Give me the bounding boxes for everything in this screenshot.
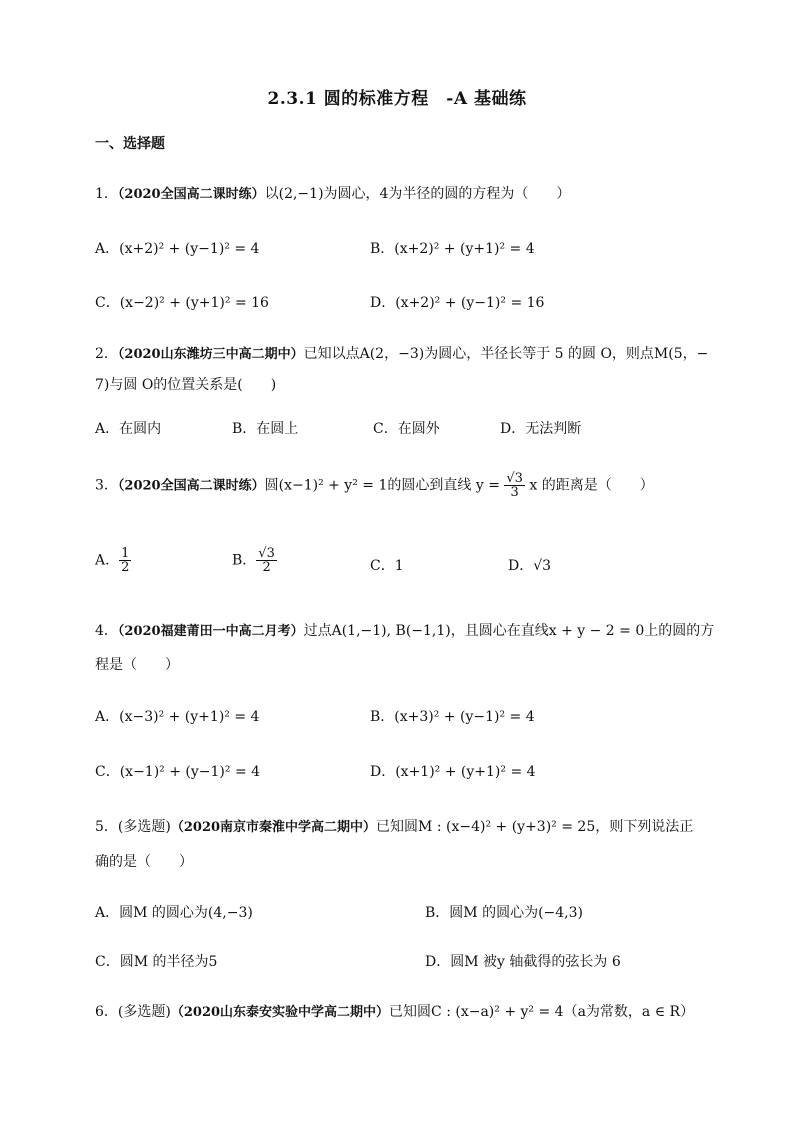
question-4: [95, 620, 714, 640]
q4-option-c: C．(x−1)² + (y−1)² = 4: [95, 764, 261, 780]
page-title: 2.3.1 圆的标准方程 -A 基础练: [267, 89, 527, 109]
question-source: （2020山东泰安实验中学高二期中）: [170, 1005, 390, 1020]
fraction: $\frac{√3}{3}$: [506, 471, 523, 500]
question-type: (多选题): [117, 819, 171, 835]
question-text: 已知圆C : (x−a)² + y² = 4（a为常数，a ∈ R）: [389, 1004, 695, 1020]
question-source: （2020福建莆田一中高二月考）: [117, 624, 304, 639]
q3-option-c: C．1: [370, 558, 404, 574]
q3-option-a: A． $\frac{1}{2}$: [95, 546, 130, 575]
question-text: 以(2,−1)为圆心，4为半径的圆的方程为（ ）: [264, 186, 571, 202]
q3-option-b: B． $\frac{√3}{2}$: [232, 546, 275, 575]
question-3: [95, 472, 654, 499]
question-6: [95, 1001, 694, 1021]
q5-option-d: D．圆M 被y 轴截得的弦长为 6: [425, 954, 621, 970]
question-4-continued: 程是（ ）: [95, 657, 179, 673]
q2-option-a: A．在圆内: [95, 421, 162, 437]
q1-option-a: A．(x+2)² + (y−1)² = 4: [95, 241, 260, 257]
question-number: 3．: [95, 477, 118, 494]
q2-option-b: B．在圆上: [232, 421, 299, 437]
q3-option-d: D．√3: [508, 558, 552, 574]
question-source: （2020全国高二课时练）: [117, 478, 265, 494]
question-text-end: x 的距离是（ ）: [529, 477, 654, 494]
line-equation: y =: [475, 477, 500, 494]
question-number: 2．: [95, 346, 118, 362]
question-source: （2020全国高二课时练）: [117, 187, 265, 202]
question-text: 已知圆M : (x−4)² + (y+3)² = 25，则下列说法正: [376, 819, 694, 835]
q2-option-d: D．无法判断: [500, 421, 582, 437]
question-source: （2020南京市秦淮中学高二期中）: [170, 820, 377, 835]
fraction: $\frac{1}{2}$: [121, 546, 130, 575]
question-text: 过点A(1,−1), B(−1,1)，且圆心在直线x + y − 2 = 0上的圆的方: [303, 623, 715, 639]
q1-option-c: C．(x−2)² + (y+1)² = 16: [95, 295, 269, 311]
question-type: (多选题): [117, 1004, 171, 1020]
q4-option-d: D．(x+1)² + (y+1)² = 4: [370, 764, 536, 780]
question-5-continued: 确的是（ ）: [95, 854, 193, 870]
question-number: 6．: [95, 1004, 118, 1020]
question-number: 1．: [95, 186, 118, 202]
question-text: 圆(x−1)² + y² = 1的圆心到直线: [264, 477, 472, 494]
question-source: （2020山东潍坊三中高二期中）: [117, 347, 304, 362]
q5-option-c: C．圆M 的半径为5: [95, 954, 218, 970]
q1-option-b: B．(x+2)² + (y+1)² = 4: [370, 241, 535, 257]
question-2-continued: 7)与圆 O的位置关系是( ): [95, 377, 277, 393]
question-2: [95, 343, 708, 363]
question-5: [95, 816, 693, 836]
q4-option-b: B．(x+3)² + (y−1)² = 4: [370, 709, 535, 725]
q1-option-d: D．(x+2)² + (y−1)² = 16: [370, 295, 545, 311]
question-text: 已知以点A(2，−3)为圆心，半径长等于 5 的圆 O，则点M(5，−: [303, 346, 709, 362]
q5-option-a: A．圆M 的圆心为(4,−3): [95, 905, 253, 921]
fraction: $\frac{√3}{2}$: [258, 546, 275, 575]
q4-option-a: A．(x−3)² + (y+1)² = 4: [95, 709, 260, 725]
section-heading: 一、选择题: [95, 136, 165, 152]
question-number: 4．: [95, 623, 118, 639]
q5-option-b: B．圆M 的圆心为(−4,3): [425, 905, 583, 921]
q2-option-c: C．在圆外: [373, 421, 440, 437]
question-1: [95, 183, 570, 203]
question-number: 5．: [95, 819, 118, 835]
